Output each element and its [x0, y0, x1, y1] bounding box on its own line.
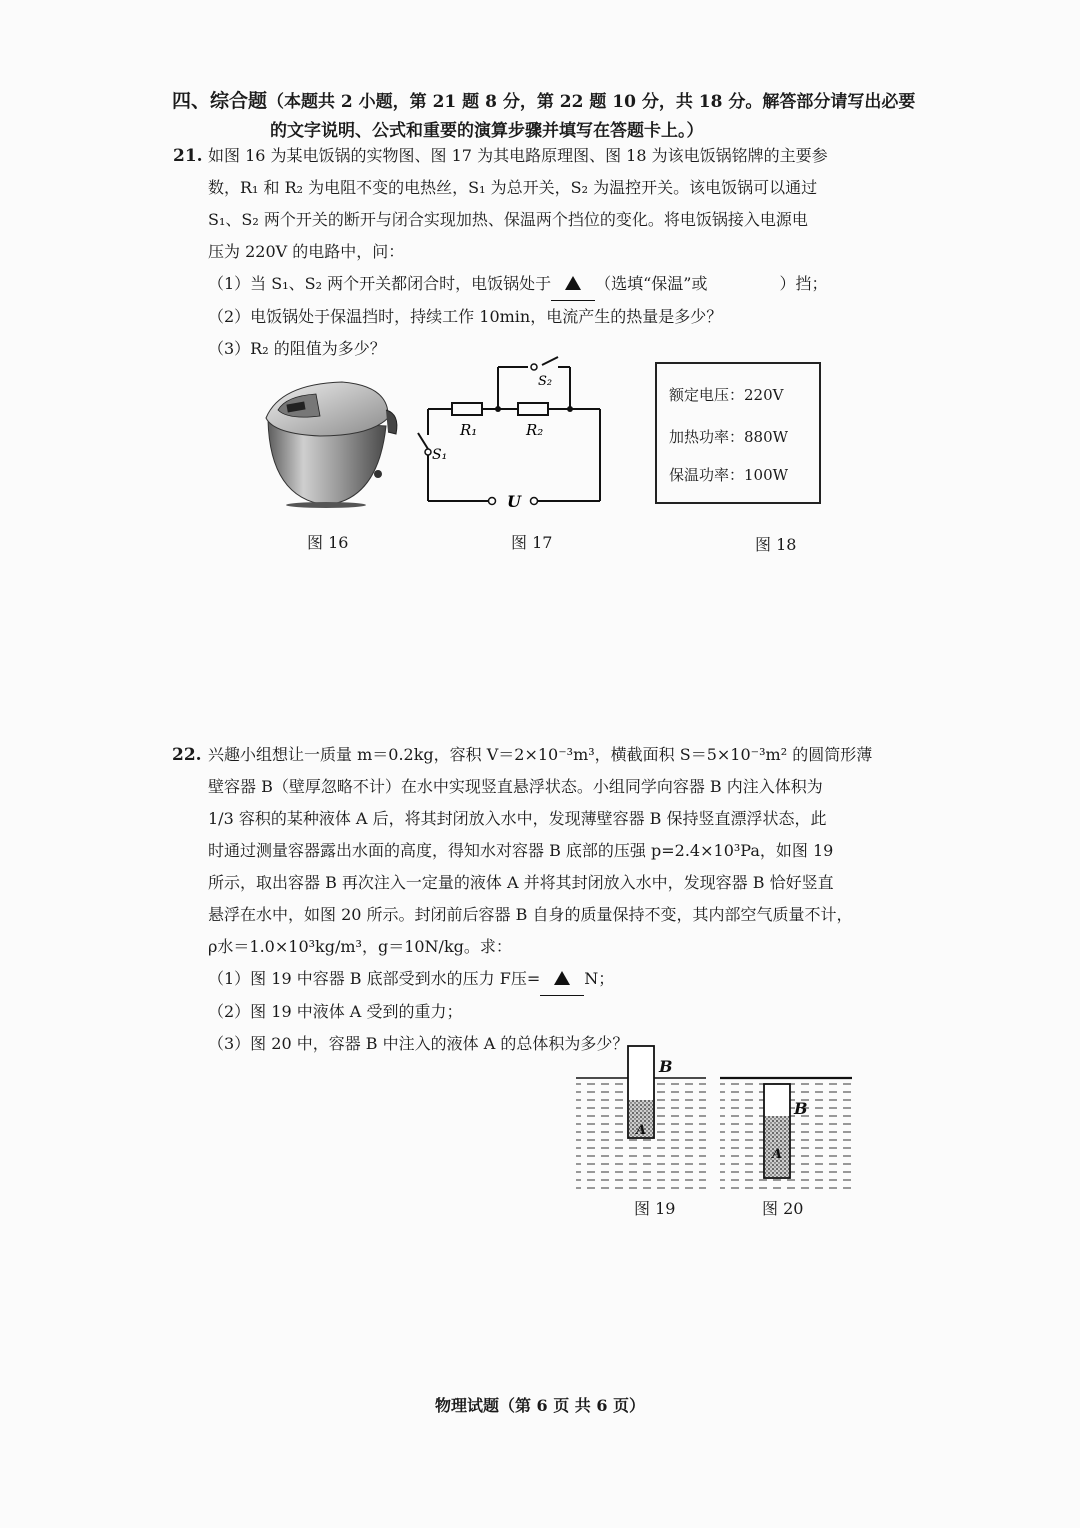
- q21-sub3: （3）R₂ 的阻值为多少？: [208, 339, 386, 358]
- voltage-label: U: [507, 492, 521, 511]
- nameplate-label: 加热功率：: [669, 428, 745, 446]
- q22-sub1-end: N；: [584, 969, 615, 988]
- q21-sub1-text: （1）当 S₁、S₂ 两个开关都闭合时，电饭锅处于: [208, 274, 552, 293]
- nameplate-value: 880W: [744, 428, 789, 446]
- q22-line: ρ水＝1.0×10³kg/m³，g＝10N/kg。求：: [208, 937, 512, 956]
- nameplate-row: [669, 426, 788, 447]
- answer-blank: [551, 268, 595, 301]
- q22-line: 壁容器 B（壁厚忽略不计）在水中实现竖直悬浮状态。小组同学向容器 B 内注入体积为: [208, 777, 823, 796]
- q21-sub1-end: ）挡；: [779, 274, 828, 293]
- q21-line: 数，R₁ 和 R₂ 为电阻不变的电热丝，S₁ 为总开关，S₂ 为温控开关。该电饭锅可以通过: [208, 178, 818, 197]
- q21-number: 21.: [173, 146, 203, 166]
- answer-blank: [540, 963, 584, 996]
- figure-20-container: [716, 1040, 856, 1195]
- section-title: [172, 86, 915, 113]
- nameplate-label: 额定电压：: [669, 386, 745, 404]
- s1-label: S₁: [432, 447, 448, 463]
- rice-cooker-figure: [260, 370, 410, 510]
- q22-sub1: [208, 963, 872, 996]
- nameplate: [655, 362, 821, 504]
- q22-line: 1/3 容积的某种液体 A 后，将其封闭放入水中，发现薄壁容器 B 保持竖直漂浮状态，此: [208, 809, 827, 828]
- q21-line: S₁、S₂ 两个开关的断开与闭合实现加热、保温两个挡位的变化。将电饭锅接入电源电: [208, 210, 808, 229]
- triangle-icon: [554, 971, 570, 985]
- section-title-lead: 四、综合题: [172, 90, 268, 112]
- nameplate-label: 保温功率：: [669, 466, 745, 484]
- nameplate-value: 220V: [744, 386, 784, 404]
- q21-sub1: [208, 268, 828, 301]
- q22-number: 22.: [172, 745, 202, 765]
- figure-16-caption: 图 16: [307, 533, 349, 552]
- container-b-label: B: [794, 1099, 808, 1118]
- nameplate-row: [669, 464, 788, 485]
- nameplate-value: 100W: [744, 466, 789, 484]
- q21-sub2: （2）电饭锅处于保温挡时，持续工作 10min，电流产生的热量是多少？: [208, 307, 723, 326]
- r2-label: R₂: [526, 421, 544, 439]
- figure-17-caption: 图 17: [511, 533, 553, 552]
- q22-line: 悬浮在水中，如图 20 所示。封闭前后容器 B 自身的质量保持不变，其内部空气质量不计，: [208, 905, 853, 924]
- q22-sub3: （3）图 20 中，容器 B 中注入的液体 A 的总体积为多少？: [208, 1034, 629, 1053]
- r1-label: R₁: [460, 421, 478, 439]
- page-footer: 物理试题（第 6 页 共 6 页）: [434, 1396, 646, 1415]
- q22-line: 时通过测量容器露出水面的高度，得知水对容器 B 底部的压强 p=2.4×10³Pa，如图 19: [208, 841, 834, 860]
- figure-18-caption: 图 18: [755, 535, 797, 554]
- q22-stem: [208, 739, 872, 1060]
- q22-sub2: （2）图 19 中液体 A 受到的重力；: [208, 1002, 463, 1021]
- container-b-label: B: [659, 1057, 673, 1076]
- q22-sub1-text: （1）图 19 中容器 B 底部受到水的压力 F压=: [208, 969, 541, 988]
- q21-sub1-choice: （选填“保温”或: [595, 274, 708, 293]
- liquid-a-label: A: [636, 1123, 647, 1138]
- section-title-rest: （本题共 2 小题，第 21 题 8 分，第 22 题 10 分，共 18 分。解答部分请写出必要: [267, 92, 916, 112]
- q22-line: 所示，取出容器 B 再次注入一定量的液体 A 并将其封闭放入水中，发现容器 B 恰好竖直: [208, 873, 834, 892]
- nameplate-row: [669, 384, 783, 405]
- liquid-a-label: A: [772, 1147, 783, 1162]
- circuit-diagram: [410, 355, 615, 520]
- figure-19-container: [572, 1040, 710, 1195]
- q21-line: 如图 16 为某电饭锅的实物图、图 17 为其电路原理图、图 18 为该电饭锅铭牌的主要参: [208, 146, 828, 165]
- q21-stem: [208, 140, 828, 365]
- q21-line: 压为 220V 的电路中，问：: [208, 242, 405, 261]
- s2-label: S₂: [538, 374, 553, 389]
- figure-19-caption: 图 19: [634, 1199, 676, 1218]
- figure-20-caption: 图 20: [762, 1199, 804, 1218]
- section-title-line2: 的文字说明、公式和重要的演算步骤并填写在答题卡上。）: [270, 121, 704, 141]
- q22-line: 兴趣小组想让一质量 m＝0.2kg，容积 V＝2×10⁻³m³，横截面积 S＝5×10⁻³m² 的圆筒形薄: [208, 745, 873, 764]
- triangle-icon: [565, 276, 581, 290]
